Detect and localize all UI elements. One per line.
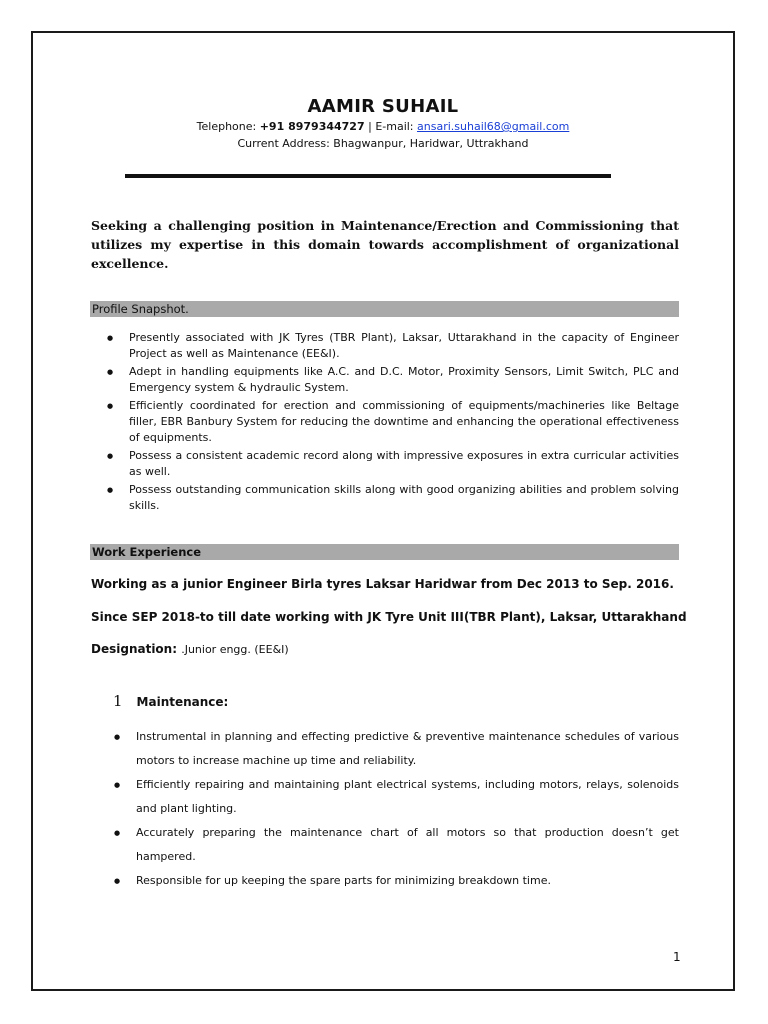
page-number: 1: [673, 950, 681, 964]
maintenance-label: Maintenance:: [136, 695, 229, 709]
current-address: Current Address: Bhagwanpur, Haridwar, Uttrakhand: [237, 137, 529, 150]
work-experience-heading: Work Experience: [90, 544, 679, 560]
candidate-name: AAMIR SUHAIL: [307, 96, 459, 117]
list-item: ● Responsible for up keeping the spare parts for minimizing breakdown time.: [91, 869, 679, 893]
list-item: ● Possess outstanding communication skills along with good organizing abilities and problem solving skills.: [91, 482, 679, 514]
list-item: ● Possess a consistent academic record along with impressive exposures in extra curricular activities as well.: [91, 448, 679, 480]
contact-line: [33, 118, 733, 135]
list-item: ● Instrumental in planning and effecting predictive & preventive maintenance schedules of various motors to increase machine up time and reliability.: [91, 725, 679, 773]
email-link[interactable]: ansari.suhail68@gmail.com: [417, 120, 570, 133]
resume-header: [33, 96, 733, 152]
designation-value: .Junior engg. (EE&I): [181, 643, 289, 656]
designation-label: Designation:: [91, 642, 182, 656]
designation-line: [91, 641, 289, 658]
work-entry-jk-tyre: Since SEP 2018-to till date working with JK Tyre Unit III(TBR Plant), Laksar, Uttarakhand: [91, 610, 687, 624]
resume-page: [31, 31, 735, 991]
list-item: ● Efficiently repairing and maintaining plant electrical systems, including motors, relays, solenoids and plant lighting.: [91, 773, 679, 821]
list-item: ● Efficiently coordinated for erection and commissioning of equipments/machineries like Beltage filler, EBR Banbury System for reducing the downtime and enhancing the operational effectiveness of equipments.: [91, 398, 679, 446]
header-divider: [125, 174, 611, 178]
list-item: ● Adept in handling equipments like A.C. and D.C. Motor, Proximity Sensors, Limit Switch, PLC and Emergency system & hydraulic System.: [91, 364, 679, 396]
career-objective: Seeking a challenging position in Maintenance/Erection and Commissioning that utilizes my expertise in this domain towards accomplishment of organizational excellence.: [91, 218, 679, 271]
list-item: ● Accurately preparing the maintenance chart of all motors so that production doesn’t get hampered.: [91, 821, 679, 869]
work-entry-birla: Working as a junior Engineer Birla tyres Laksar Haridwar from Dec 2013 to Sep. 2016.: [91, 577, 674, 591]
maintenance-list: [91, 725, 679, 893]
list-item: ● Presently associated with JK Tyres (TBR Plant), Laksar, Uttarakhand in the capacity of Engineer Project as well as Maintenance (EE&I).: [91, 330, 679, 362]
telephone-number: +91 8979344727: [259, 120, 365, 133]
maintenance-number: 1: [113, 692, 123, 710]
telephone-label: Telephone:: [196, 120, 260, 133]
profile-snapshot-heading: Profile Snapshot.: [90, 301, 679, 317]
maintenance-heading: [113, 692, 228, 711]
profile-snapshot-list: [91, 330, 679, 516]
email-label: | E-mail:: [364, 120, 418, 133]
